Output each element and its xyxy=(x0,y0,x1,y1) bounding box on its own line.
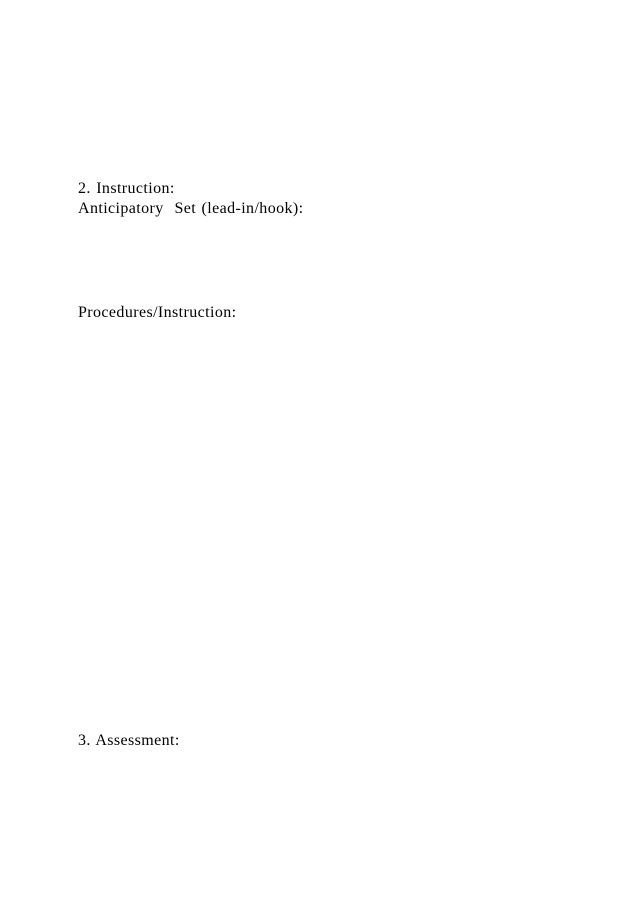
assessment-heading: 3. Assessment: xyxy=(78,732,180,749)
procedures-label: Procedures/Instruction: xyxy=(78,304,237,321)
anticipatory-set-label: Anticipatory Set (lead-in/hook): xyxy=(78,200,304,217)
instruction-heading: 2. Instruction: xyxy=(78,180,175,197)
